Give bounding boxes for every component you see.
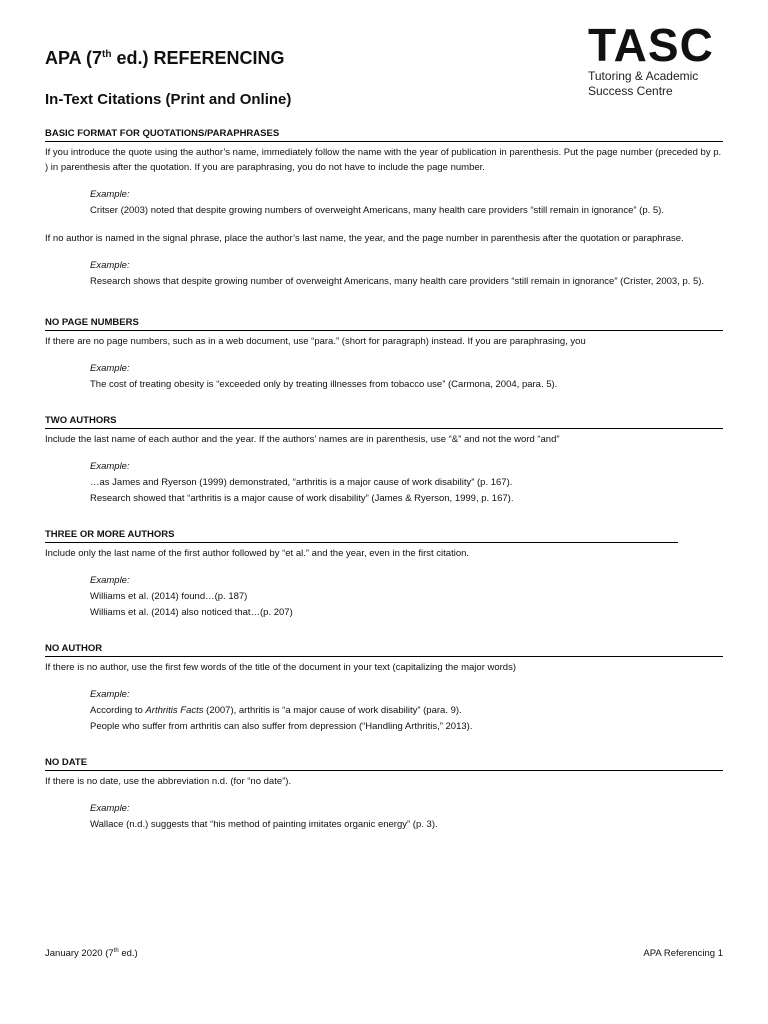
footer-date xyxy=(45,948,138,959)
example-block xyxy=(90,801,723,833)
title-superscript: th xyxy=(102,49,112,60)
example-label: Example: xyxy=(90,575,130,586)
section-heading: NO DATE xyxy=(45,757,723,771)
footer-text-end: ed.) xyxy=(118,948,138,960)
section-body: If you introduce the quote using the author’s name, immediately follow the name with the year of publication in parenthesis. Put the page number (preceded by p. ) in parenthesis after the quotation. If you are paraphrasing, you do not have to include the page number. xyxy=(45,147,722,173)
footer-page-label: APA Referencing 1 xyxy=(643,948,723,959)
section-no-page-numbers xyxy=(45,317,723,393)
section-heading: BASIC FORMAT FOR QUOTATIONS/PARAPHRASES xyxy=(45,128,723,142)
example-line xyxy=(90,703,723,719)
page-subtitle: In-Text Citations (Print and Online) xyxy=(45,91,292,108)
section-body: If there is no author, use the first few words of the title of the document in your text (capitalizing the major words) xyxy=(45,662,517,673)
section-heading: TWO AUTHORS xyxy=(45,415,723,429)
tasc-logo xyxy=(588,19,728,98)
example-line: Williams et al. (2014) found…(p. 187) xyxy=(90,591,248,602)
section-heading: NO PAGE NUMBERS xyxy=(45,317,723,331)
example-label: Example: xyxy=(90,189,130,200)
title-text: APA (7 xyxy=(45,48,103,68)
example-line: The cost of treating obesity is “exceeded only by treating illnesses from tobacco use” (Carmona, 2004, para. 5). xyxy=(90,379,558,390)
logo-line-2: Success Centre xyxy=(588,84,673,98)
example-line: Research showed that “arthritis is a major cause of work disability” (James & Ryerson, 1999, p. 167). xyxy=(90,493,514,504)
section-no-author xyxy=(45,643,723,735)
title-text-end: ed.) REFERENCING xyxy=(111,48,285,68)
section-three-authors xyxy=(45,529,678,621)
section-body: If there are no page numbers, such as in a web document, use “para.” (short for paragraph) instead. If you are paraphrasing, you xyxy=(45,336,586,347)
example-block xyxy=(90,258,723,290)
example-block xyxy=(90,187,723,219)
example-line: Critser (2003) noted that despite growing numbers of overweight Americans, many health care providers “still remain in ignorance” (p. 5). xyxy=(90,205,664,216)
section-body: Include the last name of each author and the year. If the authors’ names are in parenthesis, use “&” and not the word “and” xyxy=(45,434,560,445)
example-label: Example: xyxy=(90,461,130,472)
example-label: Example: xyxy=(90,363,130,374)
example-line: Wallace (n.d.) suggests that “his method of painting imitates organic energy” (p. 3). xyxy=(90,819,438,830)
footer-superscript: th xyxy=(113,948,119,954)
example-text: According to xyxy=(90,705,146,716)
section-no-date xyxy=(45,757,723,833)
example-line: Williams et al. (2014) also noticed that…(p. 207) xyxy=(90,607,293,618)
section-body: If there is no date, use the abbreviation n.d. (for “no date”). xyxy=(45,776,292,787)
example-line: Research shows that despite growing number of overweight Americans, many health care providers “still remain in ignorance” (Crister, 2003, p. 5). xyxy=(90,276,705,287)
page-title xyxy=(45,48,284,69)
section-heading: NO AUTHOR xyxy=(45,643,723,657)
example-block xyxy=(90,459,723,507)
example-label: Example: xyxy=(90,260,130,271)
logo-mark: TASC xyxy=(588,19,714,71)
example-label: Example: xyxy=(90,803,130,814)
example-title-italic: Arthritis Facts xyxy=(145,705,204,716)
example-block xyxy=(90,687,723,735)
logo-line-1: Tutoring & Academic xyxy=(588,69,699,83)
section-two-authors xyxy=(45,415,723,507)
section-body: Include only the last name of the first author followed by “et al.” and the year, even in the first citation. xyxy=(45,548,470,559)
example-line: People who suffer from arthritis can also suffer from depression (“Handling Arthritis,” 2013). xyxy=(90,721,473,732)
example-block xyxy=(90,361,723,393)
footer-text: January 2020 (7 xyxy=(45,948,114,960)
example-block xyxy=(90,573,678,621)
section-body-continued: If no author is named in the signal phrase, place the author’s last name, the year, and the page number in parenthesis after the quotation or paraphrase. xyxy=(45,233,684,244)
section-basic-format xyxy=(45,128,723,290)
example-label: Example: xyxy=(90,689,130,700)
example-text: (2007), arthritis is “a major cause of work disability” (para. 9). xyxy=(203,705,462,716)
example-line: …as James and Ryerson (1999) demonstrated, “arthritis is a major cause of work disability” (p. 167). xyxy=(90,477,513,488)
section-heading: THREE OR MORE AUTHORS xyxy=(45,529,678,543)
